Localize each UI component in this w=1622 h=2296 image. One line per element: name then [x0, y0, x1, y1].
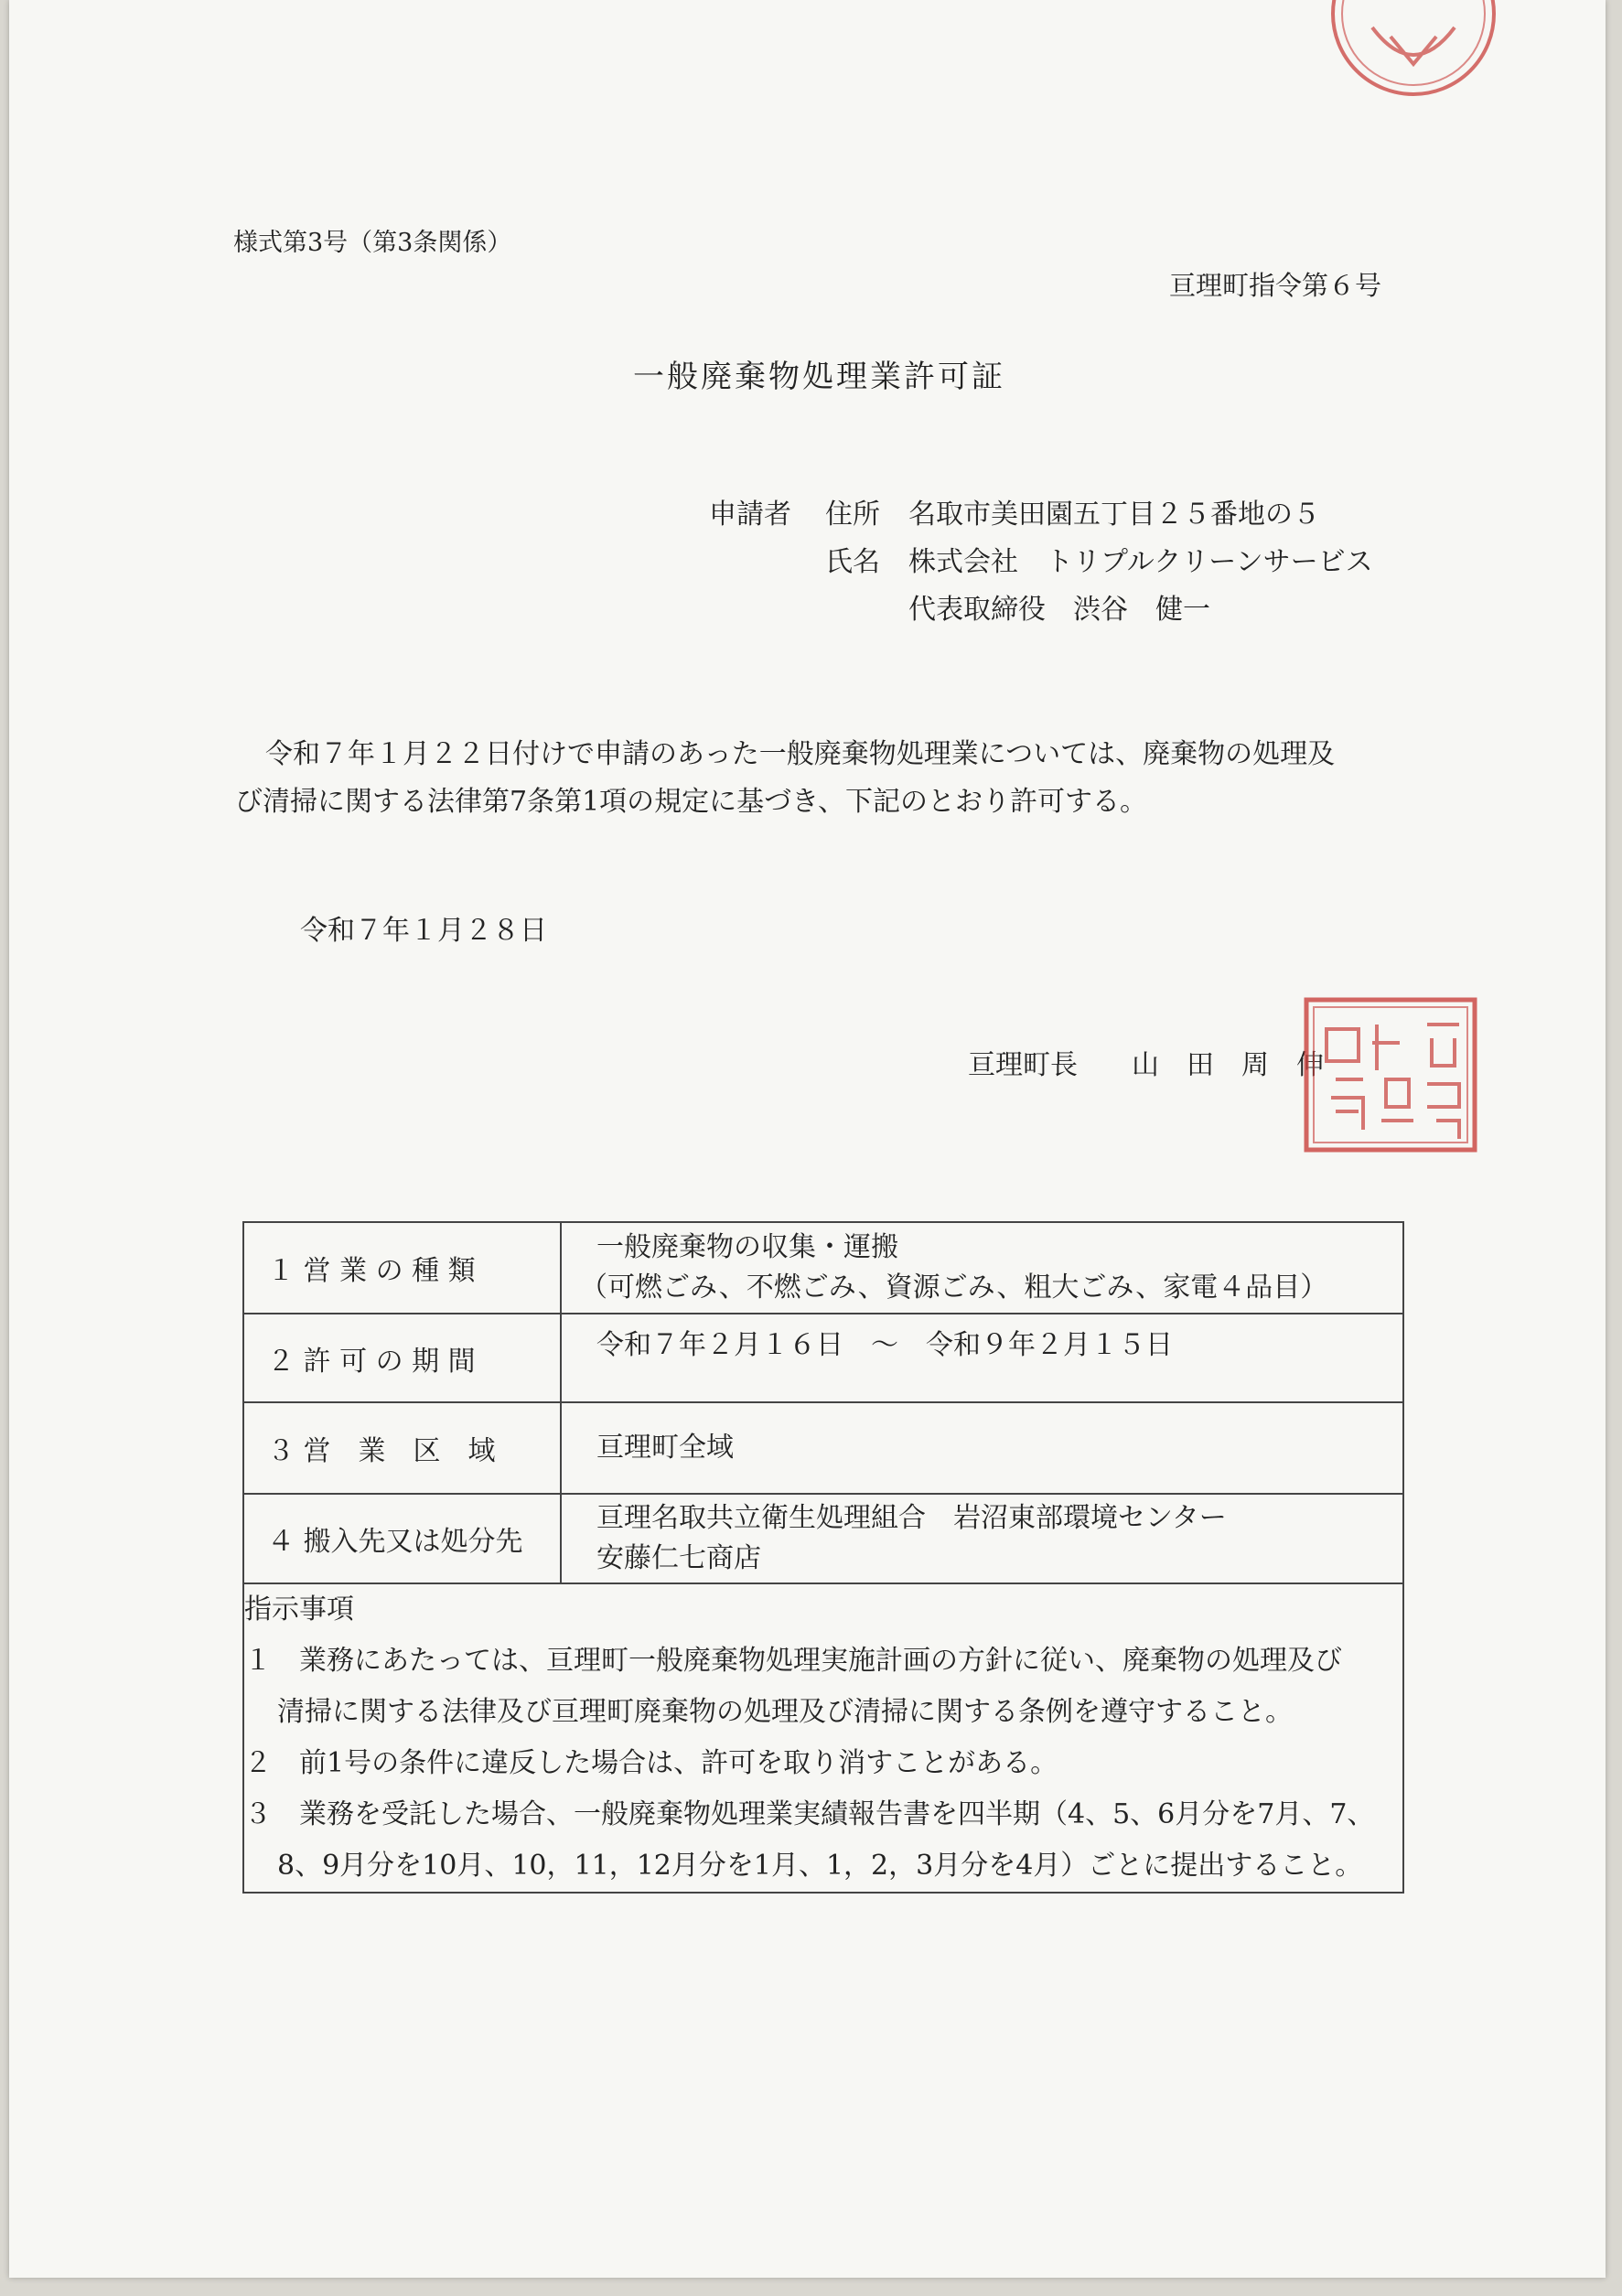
instruction-item: 清掃に関する法律及び亘理町廃棄物の処理及び清掃に関する条例を遵守すること。: [277, 1696, 1293, 1728]
value-line: 亘理名取共立衛生処理組合 岩沼東部環境センター: [596, 1502, 1227, 1534]
address-label: 住所: [825, 499, 880, 531]
permit-document: [9, 0, 1606, 2278]
table-row: [243, 1583, 1403, 1893]
table-row: [243, 1402, 1403, 1494]
seal-stamp-top-icon: [1327, 0, 1500, 101]
instruction-item: １ 業務にあたっては、亘理町一般廃棄物処理実施計画の方針に従い、廃棄物の処理及び: [244, 1645, 1342, 1677]
permit-details-table: [242, 1221, 1404, 1894]
applicant-address: 名取市美田園五丁目２５番地の５: [908, 499, 1320, 531]
name-label: 氏名: [825, 546, 880, 578]
table-row: [243, 1494, 1403, 1583]
instruction-item: 8、9月分を10月、10，11，12月分を1月、1，2，3月分を4月）ごとに提出すること。: [277, 1850, 1363, 1882]
row-label: ２ 許 可 の 期 間: [243, 1314, 561, 1402]
value-line: 安藤仁七商店: [596, 1542, 761, 1574]
instructions-cell: [243, 1583, 1403, 1893]
reference-number: 亘理町指令第６号: [1169, 270, 1382, 301]
row-label: １ 営 業 の 種 類: [243, 1222, 561, 1314]
document-title: 一般廃棄物処理業許可証: [633, 359, 1005, 395]
row-value: [561, 1402, 1403, 1494]
body-line-1: 令和７年１月２２日付けで申請のあった一般廃棄物処理業については、廃棄物の処理及: [265, 738, 1336, 770]
instruction-item: ２ 前1号の条件に違反した場合は、許可を取り消すことがある。: [244, 1747, 1058, 1779]
row-value: [561, 1222, 1403, 1314]
table-row: [243, 1222, 1403, 1314]
row-label: ３ 営 業 区 域: [243, 1402, 561, 1494]
signatory-name: 山 田 周 伸: [1132, 1049, 1324, 1081]
applicant-representative: 代表取締役 渋谷 健一: [908, 594, 1210, 626]
value-line: 亘理町全域: [596, 1432, 734, 1464]
row-label: ４ 搬入先又は処分先: [243, 1494, 561, 1583]
form-number: 様式第3号（第3条関係）: [233, 229, 512, 257]
signatory-title: 亘理町長: [968, 1049, 1078, 1081]
value-line: 一般廃棄物の収集・運搬: [596, 1231, 898, 1263]
table-row: [243, 1314, 1403, 1402]
issue-date: 令和７年１月２８日: [300, 915, 547, 947]
applicant-company: 株式会社 トリプルクリーンサービス: [908, 546, 1373, 578]
row-value: [561, 1494, 1403, 1583]
official-seal-icon: [1299, 992, 1482, 1157]
value-line: （可燃ごみ、不燃ごみ、資源ごみ、粗大ごみ、家電４品目）: [580, 1271, 1328, 1304]
value-line: 令和７年２月１６日 ～ 令和９年２月１５日: [596, 1328, 1173, 1361]
body-line-2: び清掃に関する法律第7条第1項の規定に基づき、下記のとおり許可する。: [235, 786, 1147, 818]
instruction-item: ３ 業務を受託した場合、一般廃棄物処理業実績報告書を四半期（4、5、6月分を7月、7、: [244, 1798, 1375, 1830]
instructions-heading: 指示事項: [244, 1593, 354, 1625]
row-value: [561, 1314, 1403, 1402]
applicant-label: 申請者: [709, 499, 791, 531]
